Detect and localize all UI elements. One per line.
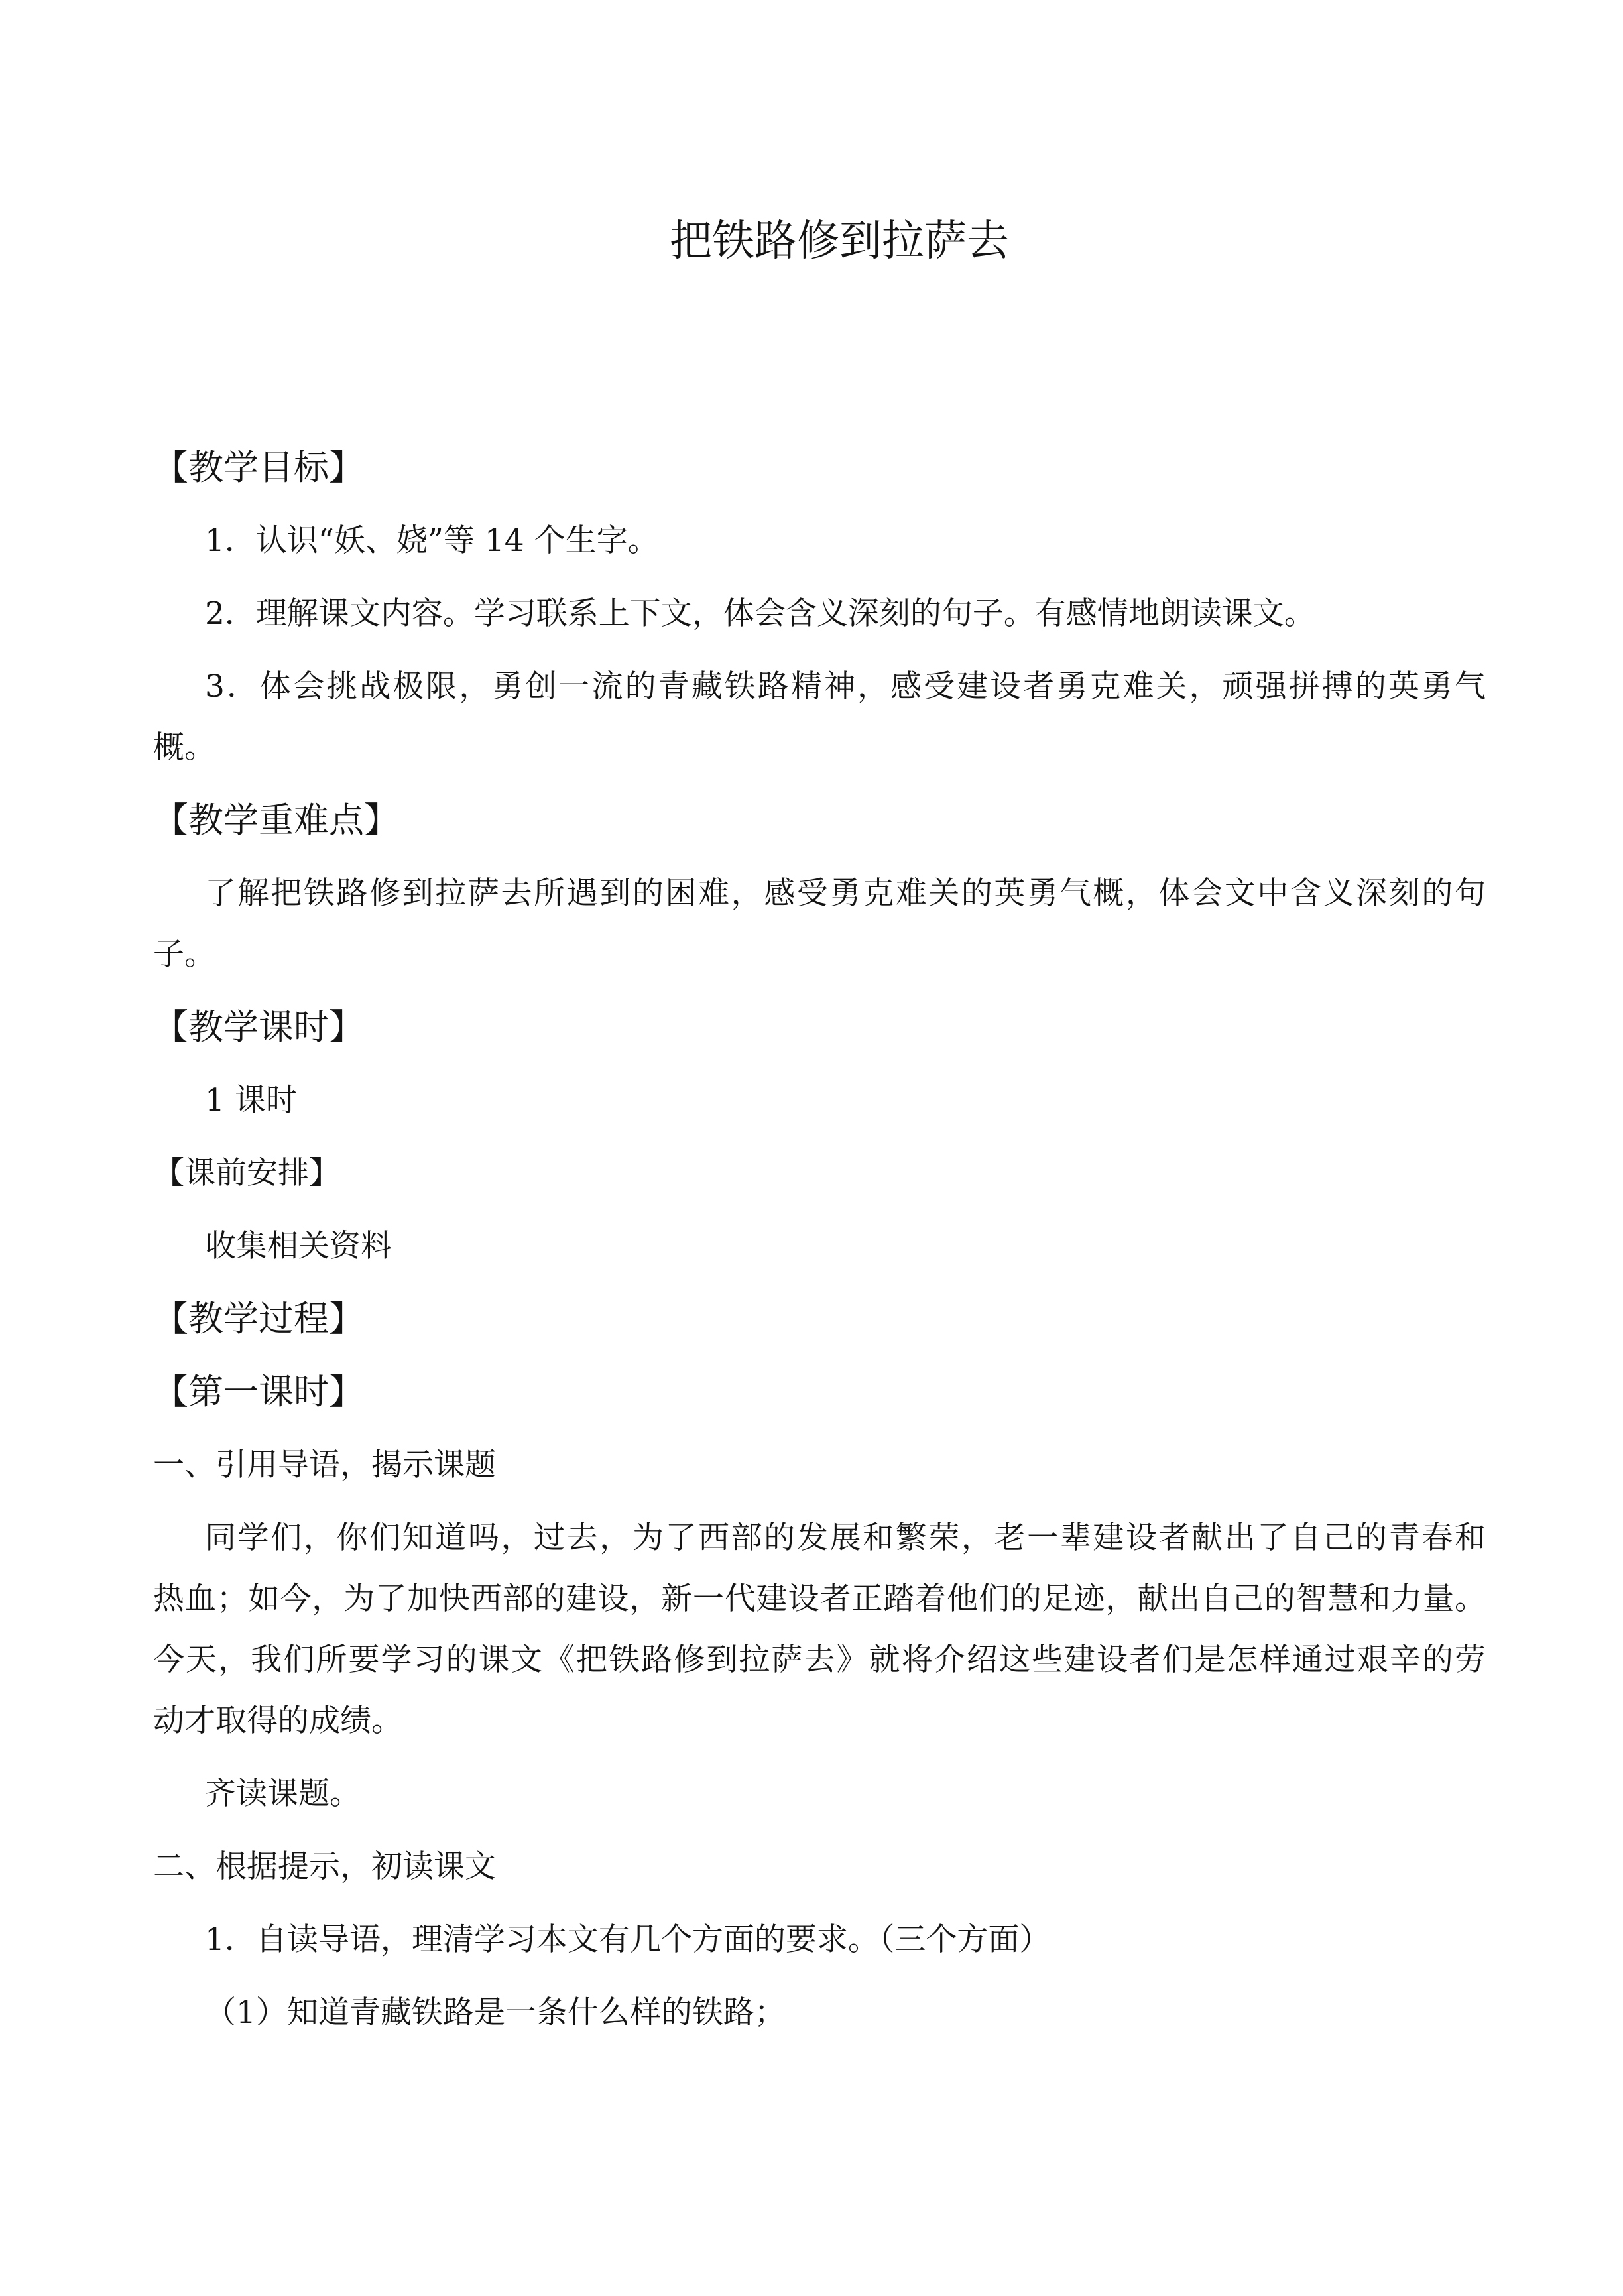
preparation-paragraph <box>153 1216 1486 1277</box>
step-heading-1: 一、引用导语，揭示课题 <box>153 1447 496 1483</box>
step-1-paragraph-read-title <box>153 1764 1486 1825</box>
paragraph-line: 动才取得的成绩。 <box>153 1703 402 1739</box>
paragraph-line: 子。 <box>153 936 215 973</box>
paragraph-line: 今天，我们所要学习的课文《把铁路修到拉萨去》就将介绍这些建设者们是怎样通过艰辛的劳 <box>153 1642 1486 1678</box>
paragraph-line: 齐读课题。 <box>205 1776 361 1812</box>
step-2-subitem-1 <box>153 1982 1486 2043</box>
paragraph-line: 1．认识“妖、娆”等 14 个生字。 <box>205 522 659 559</box>
section-heading-class-hours: 【教学课时】 <box>153 1007 364 1048</box>
paragraph-line: 收集相关资料 <box>205 1228 392 1264</box>
document-title: 把铁路修到拉萨去 <box>670 217 1009 266</box>
paragraph-line: 同学们，你们知道吗，过去，为了西部的发展和繁荣，老一辈建设者献出了自己的青春和 <box>205 1520 1486 1556</box>
section-heading-key-difficulties: 【教学重难点】 <box>153 800 399 841</box>
paragraph-line: 2．理解课文内容。学习联系上下文，体会含义深刻的句子。有感情地朗读课文。 <box>205 595 1315 632</box>
objective-item-2 <box>153 583 1486 644</box>
paragraph-line: 3．体会挑战极限，勇创一流的青藏铁路精神，感受建设者勇克难关，顽强拼搏的英勇气 <box>205 668 1486 705</box>
paragraph-line: 了解把铁路修到拉萨去所遇到的困难，感受勇克难关的英勇气概，体会文中含义深刻的句 <box>205 875 1486 912</box>
objective-item-1 <box>153 511 1486 572</box>
step-2-item-1 <box>153 1909 1486 1970</box>
paragraph-line: 概。 <box>153 729 215 766</box>
key-difficulties-paragraph <box>153 863 1486 985</box>
paragraph-line: 1 课时 <box>205 1082 297 1118</box>
section-heading-first-lesson: 【第一课时】 <box>153 1372 364 1412</box>
section-heading-teaching-objectives: 【教学目标】 <box>153 448 364 488</box>
section-heading-teaching-process: 【教学过程】 <box>153 1299 364 1339</box>
step-heading-2: 二、根据提示，初读课文 <box>153 1848 496 1885</box>
class-hours-paragraph <box>153 1070 1486 1131</box>
paragraph-line: （1）知道青藏铁路是一条什么样的铁路； <box>205 1994 786 2031</box>
section-heading-preparation: 【课前安排】 <box>153 1155 340 1191</box>
objective-item-3 <box>153 656 1486 778</box>
step-1-paragraph-intro <box>153 1508 1486 1752</box>
paragraph-line: 1．自读导语，理清学习本文有几个方面的要求。（三个方面） <box>205 1921 1051 1958</box>
document-body <box>153 274 1486 2043</box>
paragraph-line: 热血；如今，为了加快西部的建设，新一代建设者正踏着他们的足迹，献出自己的智慧和力量。 <box>153 1581 1486 1617</box>
